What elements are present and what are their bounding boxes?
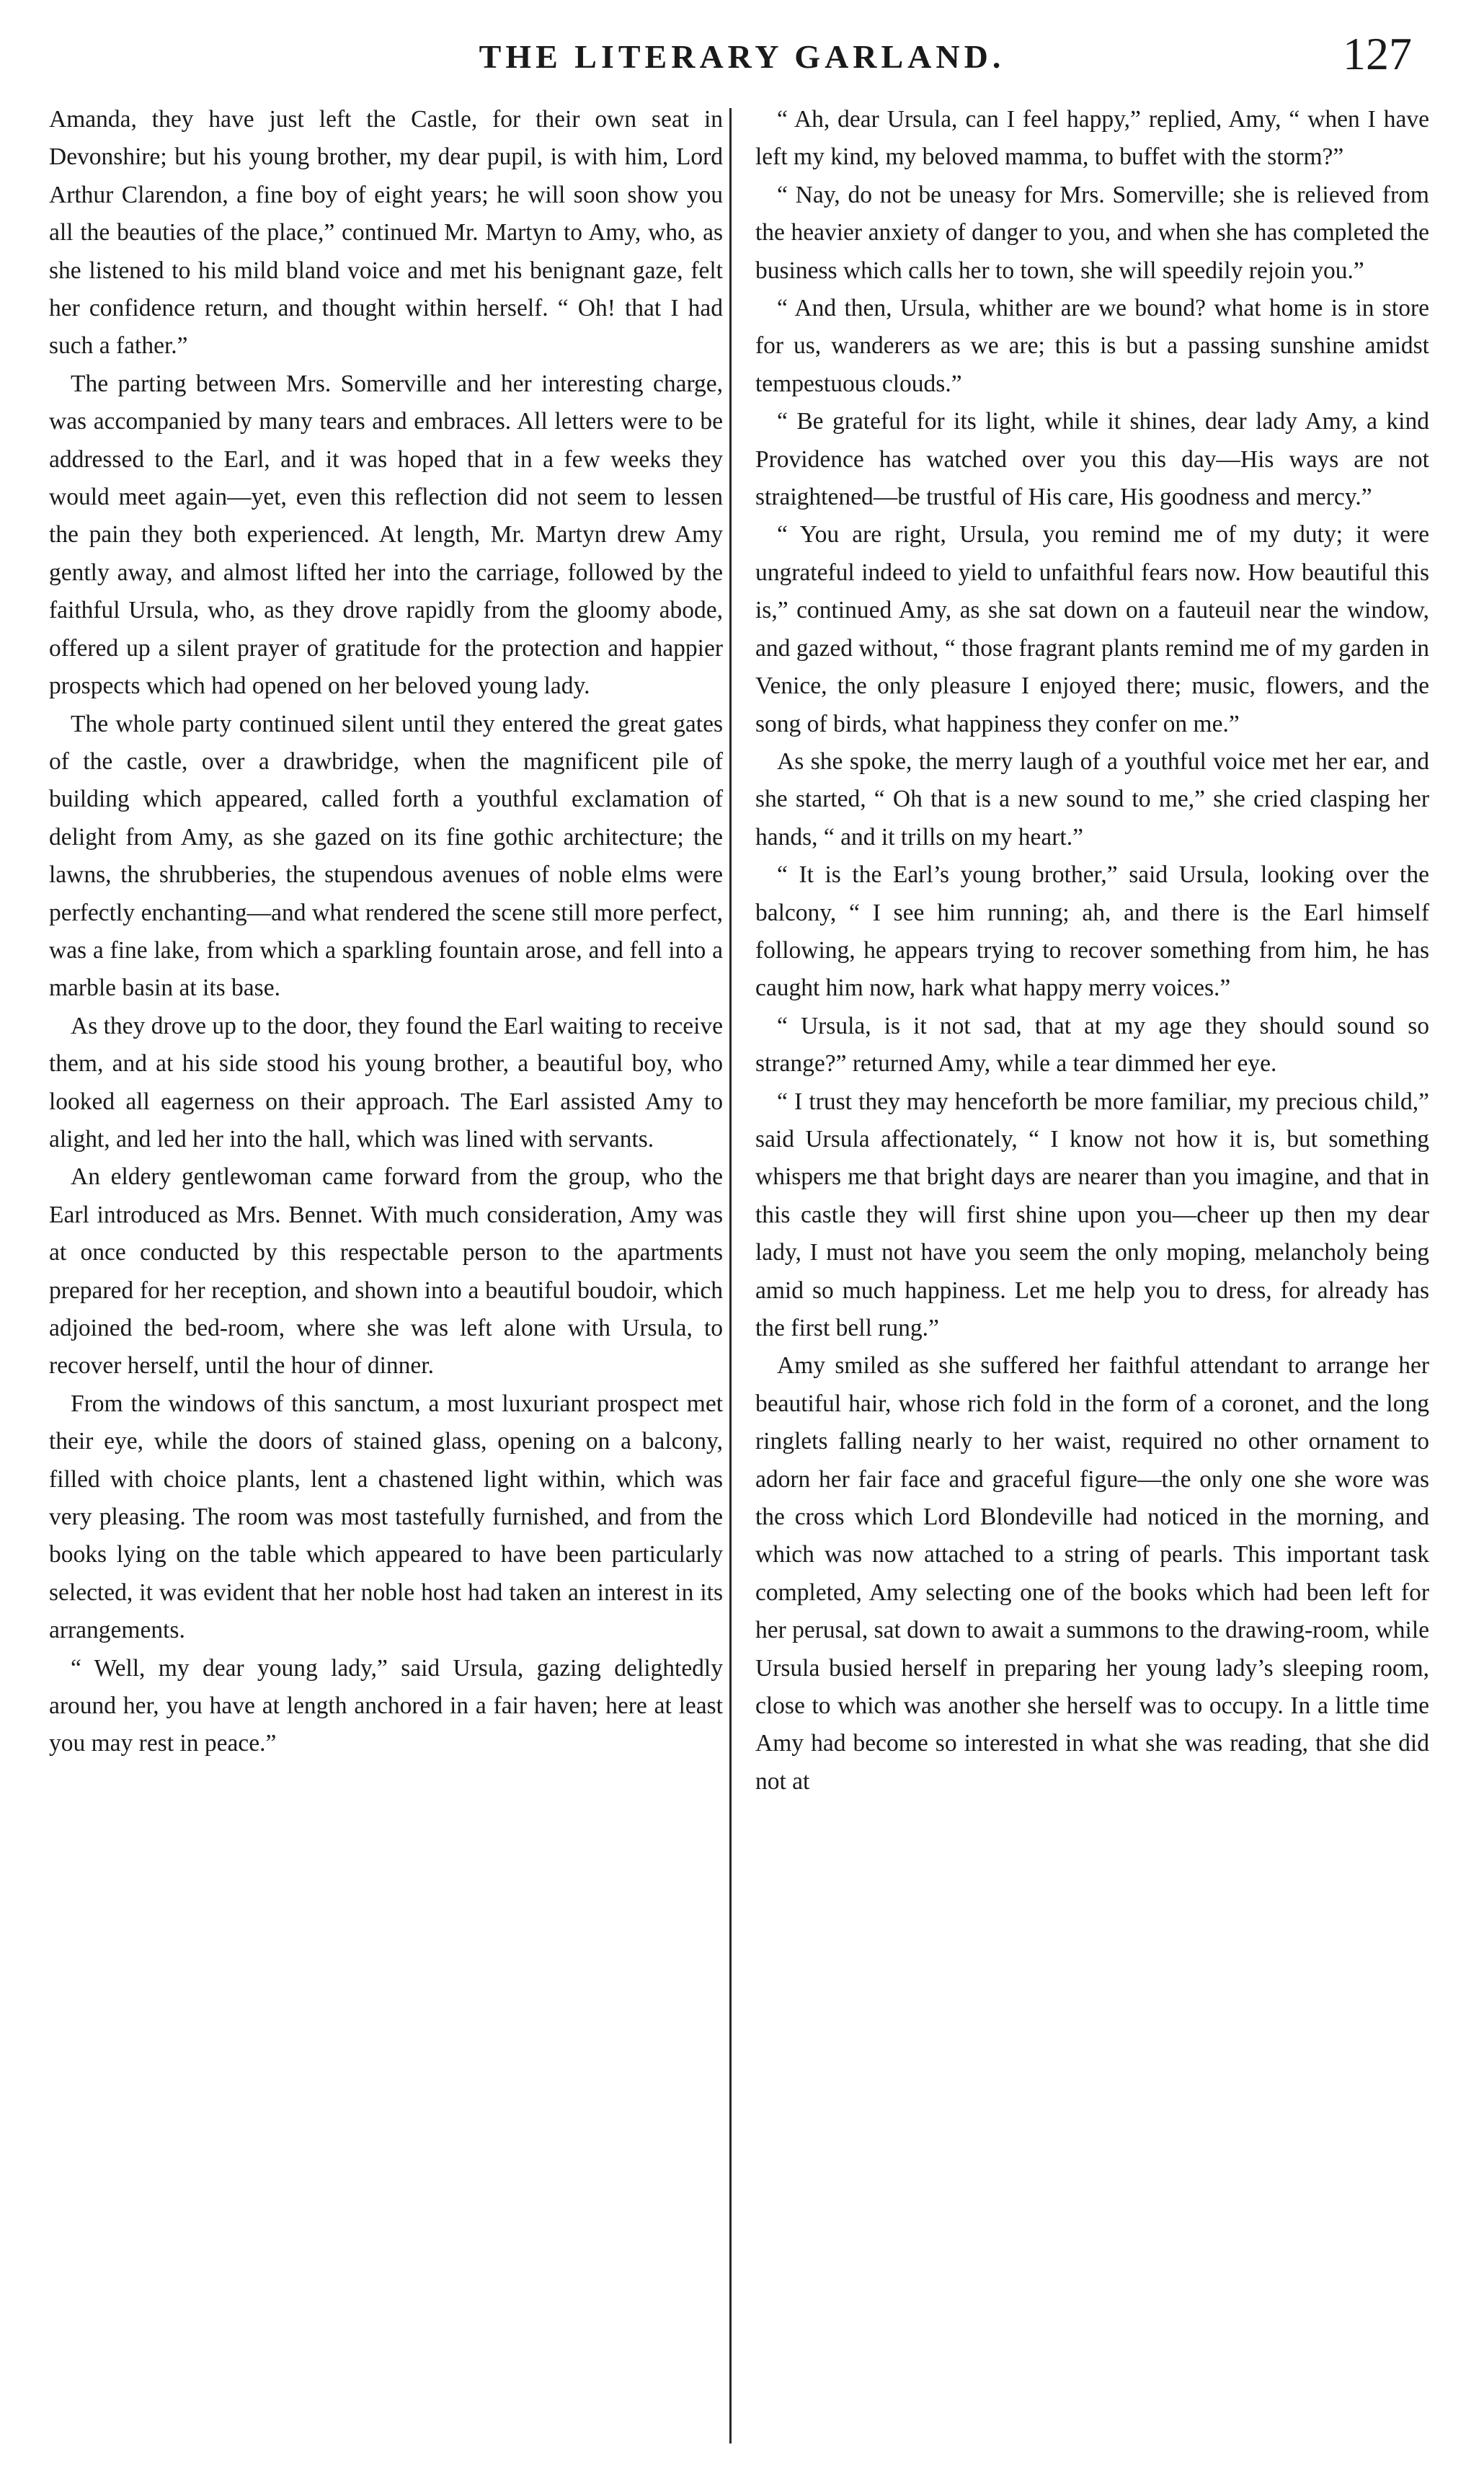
paragraph: The whole party continued silent until they entered the great gates of the castle, over a drawbridge, when the magnificent pile of building which appeared, called forth a youthful exclamation of delight from Amy, as she gazed on its fine gothic architecture; the lawns, the shrubberies, the stupendous avenues of noble elms were perfectly enchanting—and what rendered the scene still more perfect, was a fine lake, from which a sparkling fountain arose, and fell into a marble basin at its base.: [49, 710, 723, 1002]
page-number: 127: [1343, 28, 1412, 79]
paragraph: “ Ah, dear Ursula, can I feel happy,” replied, Amy, “ when I have left my kind, my beloved mamma, to buffet with the storm?”: [755, 106, 1429, 171]
paragraph: “ Nay, do not be uneasy for Mrs. Somerville; she is relieved from the heavier anxiety of danger to you, and when she has completed the business which calls her to town, she will speedily rejoin you.”: [755, 181, 1429, 284]
right-column: [755, 101, 1429, 1801]
paragraph: The parting between Mrs. Somerville and her interesting charge, was accompanied by many tears and embraces. All letters were to be addressed to the Earl, and it was hoped that in a few weeks they would meet again—yet, even this reflection did not seem to lessen the pain they both experienced. At length, Mr. Martyn drew Amy gently away, and almost lifted her into the carriage, followed by the faithful Ursula, who, as they drove rapidly from the gloomy abode, offered up a silent prayer of gratitude for the protection and happier prospects which had opened on her beloved young lady.: [49, 370, 723, 700]
paragraph: “ Be grateful for its light, while it shines, dear lady Amy, a kind Providence has watched over you this day—His ways are not straightened—be trustful of His care, His goodness and mercy.”: [755, 408, 1429, 511]
paragraph: “ Ursula, is it not sad, that at my age they should sound so strange?” returned Amy, while a tear dimmed her eye.: [755, 1012, 1429, 1078]
paragraph: “ And then, Ursula, whither are we bound? what home is in store for us, wanderers as we are; this is but a passing sunshine amidst tempestuous clouds.”: [755, 295, 1429, 397]
left-column: [49, 101, 723, 1763]
column-divider: [729, 108, 732, 2443]
paragraph: “ Well, my dear young lady,” said Ursula, gazing delightedly around her, you have at length anchored in a fair haven; here at least you may rest in peace.”: [49, 1654, 723, 1757]
paragraph: Amanda, they have just left the Castle, for their own seat in Devonshire; but his young brother, my dear pupil, is with him, Lord Arthur Clarendon, a fine boy of eight years; he will soon show you all the beauties of the place,” continued Mr. Martyn to Amy, who, as she listened to his mild bland voice and met his benignant gaze, felt her confidence return, and thought within herself. “ Oh! that I had such a father.”: [49, 106, 723, 360]
paragraph: An eldery gentlewoman came forward from the group, who the Earl introduced as Mrs. Bennet. With much consideration, Amy was at once conducted by this respectable person to the apartments prepared for her reception, and shown into a beautiful boudoir, which adjoined the bed-room, where she was left alone with Ursula, to recover herself, until the hour of dinner.: [49, 1163, 723, 1380]
paragraph: From the windows of this sanctum, a most luxuriant prospect met their eye, while the doors of stained glass, opening on a balcony, filled with choice plants, lent a chastened light within, which was very pleasing. The room was most tastefully furnished, and from the books lying on the table which appeared to have been particularly selected, it was evident that her noble host had taken an interest in its arrangements.: [49, 1390, 723, 1644]
running-title: THE LITERARY GARLAND.: [479, 38, 1005, 75]
page-header: [65, 25, 1419, 82]
paragraph: “ You are right, Ursula, you remind me of my duty; it were ungrateful indeed to yield to unfaithful fears now. How beautiful this is,” continued Amy, as she sat down on a fauteuil near the window, and gazed without, “ those fragrant plants remind me of my garden in Venice, the only pleasure I enjoyed there; music, flowers, and the song of birds, what happiness they confer on me.”: [755, 521, 1429, 737]
paragraph: “ It is the Earl’s young brother,” said Ursula, looking over the balcony, “ I see him running; ah, and there is the Earl himself following, he appears trying to recover something from him, he has caught him now, hark what happy merry voices.”: [755, 861, 1429, 1002]
paragraph: As they drove up to the door, they found the Earl waiting to receive them, and at his side stood his young brother, a beautiful boy, who looked all eagerness on their approach. The Earl assisted Amy to alight, and led her into the hall, which was lined with servants.: [49, 1012, 723, 1153]
paragraph: “ I trust they may henceforth be more familiar, my precious child,” said Ursula affectionately, “ I know not how it is, but something whispers me that bright days are nearer than you imagine, and that in this castle they will first shine upon you—cheer up then my dear lady, I must not have you seem the only moping, melancholy being amid so much happiness. Let me help you to dress, for already has the first bell rung.”: [755, 1088, 1429, 1341]
paragraph: As she spoke, the merry laugh of a youthful voice met her ear, and she started, “ Oh that is a new sound to me,” she cried clasping her hands, “ and it trills on my heart.”: [755, 747, 1429, 851]
paragraph: Amy smiled as she suffered her faithful attendant to arrange her beautiful hair, whose rich fold in the form of a coronet, and the long ringlets falling nearly to her waist, required no other ornament to adorn her fair face and graceful figure—the only one she wore was the cross which Lord Blondeville had noticed in the morning, and which was now attached to a string of pearls. This important task completed, Amy selecting one of the books which had been left for her perusal, sat down to await a summons to the drawing-room, while Ursula busied herself in preparing her young lady’s sleeping room, close to which was another she herself was to occupy. In a little time Amy had become so interested in what she was reading, that she did not at: [755, 1352, 1430, 1795]
